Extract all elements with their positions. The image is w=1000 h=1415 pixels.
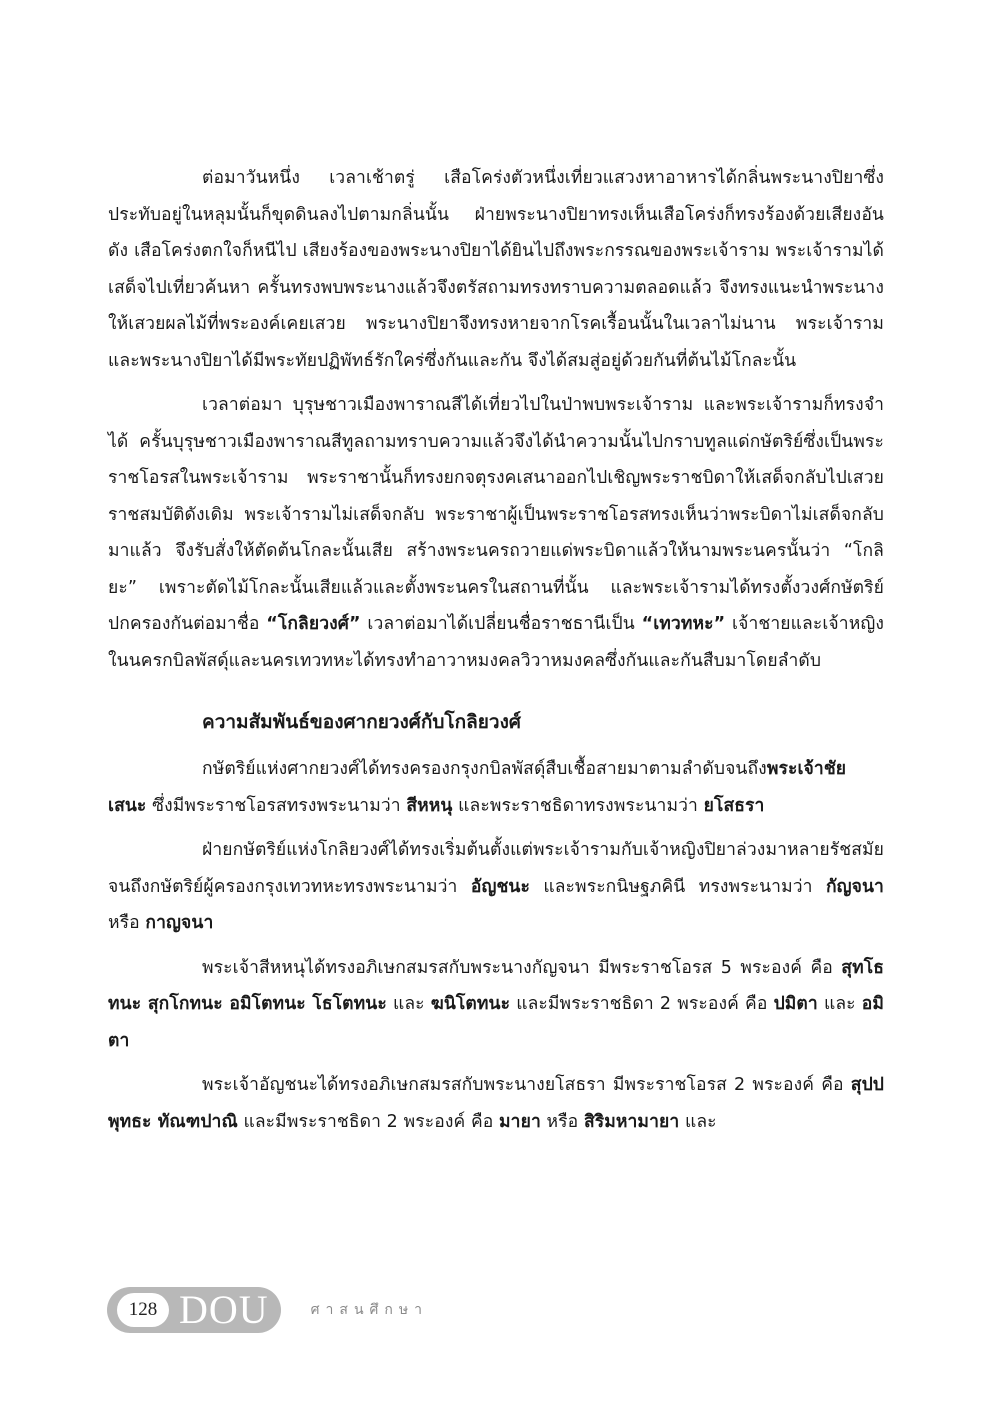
paragraph-text: และพระราชธิดาทรงพระนามว่า [452, 795, 704, 816]
paragraph-anjana-children [108, 1067, 884, 1140]
page-footer [107, 1287, 428, 1333]
bold-term-pamita: ปมิตา [773, 994, 818, 1014]
bold-term-sihahanu: สีหหนุ [406, 795, 453, 816]
bold-term-maya: มายา [499, 1111, 541, 1132]
paragraph-text: และ [679, 1111, 717, 1132]
page-content [108, 160, 884, 1140]
page-number: 128 [117, 1293, 169, 1327]
bold-term-sirimahamaya: สิริมหามายา [583, 1111, 680, 1132]
bold-term-jayasena: พระเจ้าชัยเสนะ [108, 759, 847, 816]
paragraph-text: หรือ [540, 1111, 584, 1132]
dou-logo: DOU [179, 1287, 269, 1332]
section-heading: ความสัมพันธ์ของศากยวงศ์กับโกลิยวงศ์ [202, 711, 521, 733]
paragraph-text: ซึ่งมีพระราชโอรสทรงพระนามว่า [146, 795, 407, 816]
book-title: ศาสนศึกษา [310, 1302, 428, 1318]
paragraph-koliya-founding [108, 387, 884, 679]
bold-term-ghanitodana: ฆนิโตทนะ [430, 994, 511, 1014]
paragraph-text: พระเจ้าอัญชนะได้ทรงอภิเษกสมรสกับพระนางยโสธรา มีพระราชโอรส 2 พระองค์ คือ [202, 1075, 851, 1095]
paragraph-sakya-lineage [108, 751, 884, 824]
paragraph-text: หรือ [108, 913, 146, 933]
bold-term-devadaha: “เทวทหะ” [641, 614, 726, 634]
bold-term-sons: สุทโธทนะ สุกโกทนะ อมิโตทนะ โธโตทนะ [108, 957, 884, 1014]
paragraph-text: และ [817, 994, 862, 1014]
paragraph-text: กษัตริย์แห่งศากยวงศ์ได้ทรงครองกรุงกบิลพัสดุ์สืบเชื้อสายมาตามลำดับจนถึง [202, 759, 767, 779]
paragraph-text: เวลาต่อมา บุรุษชาวเมืองพาราณสีได้เที่ยวไปในป่าพบพระเจ้าราม และพระเจ้ารามก็ทรงจำได้ ครั้นบุรุษชาวเมืองพาราณสีทูลถามทราบความแล้วจึงได้นำความนั้นไปกราบทูลแด่กษัตริย์ซึ่งเป็นพระราชโอรสในพระเจ้าราม พระราชานั้นก็ทรงยกจตุรงคเสนาออกไปเชิญพระราชบิดาให้เสด็จกลับไปเสวยราชสมบัติดังเดิม พระเจ้ารามไม่เสด็จกลับ พระราชาผู้เป็นพระราชโอรสทรงเห็นว่าพระบิดาไม่เสด็จกลับมาแล้ว จึงรับสั่งให้ตัดต้นโกละนั้นเสีย สร้างพระนครถวายแด่พระบิดาแล้วให้นามพระนครนั้นว่า “โกลิยะ” เพราะตัดไม้โกละนั้นเสียแล้วและตั้งพระนครในสถานที่นั้น และพระเจ้ารามได้ทรงตั้งวงศ์กษัตริย์ปกครองกันต่อมาชื่อ [108, 395, 884, 634]
paragraph-text: และ [386, 994, 431, 1014]
paragraph-text: และพระกนิษฐภคินี ทรงพระนามว่า [530, 876, 826, 897]
footer-badge [107, 1287, 281, 1333]
bold-term-kanjana: กัญจนา [825, 876, 884, 897]
paragraph-sihahanu-children [108, 950, 884, 1060]
paragraph-text: เวลาต่อมาได้เปลี่ยนชื่อราชธานีเป็น [360, 614, 642, 634]
paragraph-text: เจ้าชายและเจ้าหญิงในนครกบิลพัสดุ์และนครเทวทหะได้ทรงทำอาวาหมงคลวิวาหมงคลซึ่งกันและกันสืบมาโดยลำดับ [108, 614, 885, 671]
bold-term-yasodhara: ยโสธรา [703, 795, 765, 816]
paragraph-text: และมีพระราชธิดา 2 พระองค์ คือ [237, 1111, 500, 1132]
bold-term-amita: อมิตา [108, 994, 885, 1051]
bold-term-sons: สุปปพุทธะ ทัณฑปาณิ [108, 1075, 884, 1132]
paragraph-text: และมีพระราชธิดา 2 พระองค์ คือ [510, 994, 774, 1014]
paragraph-text: ฝ่ายกษัตริย์แห่งโกลิยวงศ์ได้ทรงเริ่มต้นตั้งแต่พระเจ้ารามกับเจ้าหญิงปิยาล่วงมาหลายรัชสมัยจนถึงกษัตริย์ผู้ครองกรุงเทวทหะทรงพระนามว่า [108, 840, 884, 897]
bold-term-anjana: อัญชนะ [470, 876, 530, 897]
paragraph-koliya-lineage [108, 832, 884, 942]
paragraph-text: ต่อมาวันหนึ่ง เวลาเช้าตรู่ เสือโคร่งตัวหนึ่งเที่ยวแสวงหาอาหารได้กลิ่นพระนางปิยาซึ่งประทับอยู่ในหลุมนั้นก็ขุดดินลงไปตามกลิ่นนั้น ฝ่ายพระนางปิยาทรงเห็นเสือโคร่งก็ทรงร้องด้วยเสียงอันดัง เสือโคร่งตกใจก็หนีไป เสียงร้องของพระนางปิยาได้ยินไปถึงพระกรรณของพระเจ้าราม พระเจ้ารามได้เสด็จไปเที่ยวค้นหา ครั้นทรงพบพระนางแล้วจึงตรัสถามทรงทราบความตลอดแล้ว จึงทรงแนะนำพระนางให้เสวยผลไม้ที่พระองค์เคยเสวย พระนางปิยาจึงทรงหายจากโรคเรื้อนนั้นในเวลาไม่นาน พระเจ้ารามและพระนางปิยาได้มีพระทัยปฏิพัทธ์รักใคร่ซึ่งกันและกัน จึงได้สมสู่อยู่ด้วยกันที่ต้นไม้โกละนั้น [108, 168, 884, 371]
paragraph-tiger-story [108, 160, 884, 379]
paragraph-text: พระเจ้าสีหหนุได้ทรงอภิเษกสมรสกับพระนางกัญจนา มีพระราชโอรส 5 พระองค์ คือ [202, 957, 842, 978]
bold-term-kanchana: กาญจนา [145, 913, 214, 933]
bold-term-koliyawong: “โกลิยวงศ์” [266, 614, 361, 634]
